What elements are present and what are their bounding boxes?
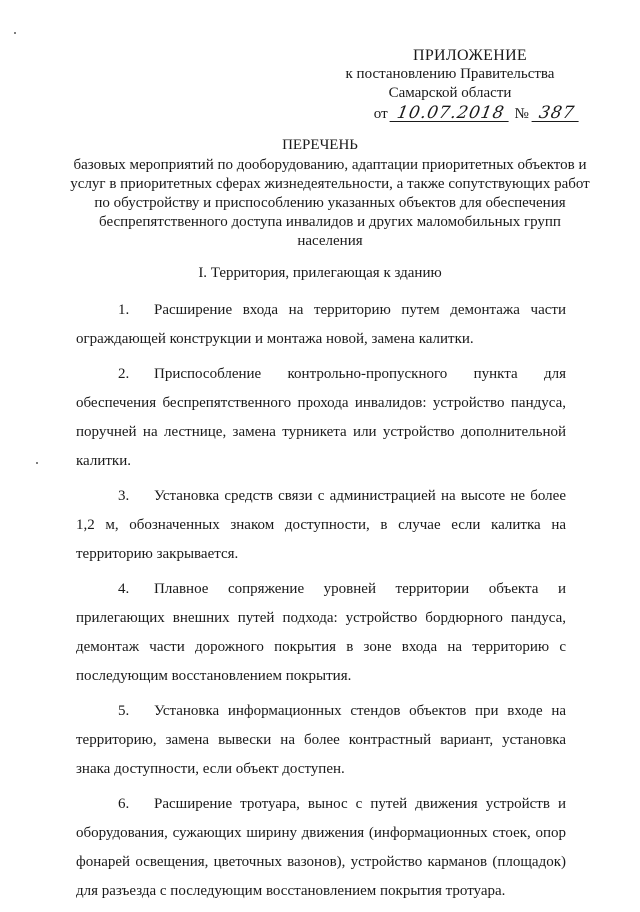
appendix-block xyxy=(320,46,580,124)
section-title: I. Территория, прилегающая к зданию xyxy=(198,265,442,281)
item-text: Приспособление контрольно-пропускного пункта для обеспечения беспрепятственного прохода инвалидов: устройство пандуса, поручней на лестнице, замена турникета или устройство дополнительной калитки. xyxy=(76,366,566,469)
item-text: Расширение входа на территорию путем демонтажа части ограждающей конструкции и монтажа новой, замена калитки. xyxy=(76,302,566,347)
appendix-date-number-row xyxy=(320,105,580,124)
item-number: 6. xyxy=(118,796,130,812)
date-prefix: от xyxy=(373,106,388,122)
list-item xyxy=(76,296,566,354)
item-number: 5. xyxy=(118,703,130,719)
list-item xyxy=(76,360,566,476)
item-text: Установка информационных стендов объектов при входе на территорию, замена вывески на более контрастный вариант, установка знака доступности, если объект доступен. xyxy=(76,703,566,777)
item-text: Плавное сопряжение уровней территории объекта и прилегающих внешних путей подхода: устройство бордюрного пандуса, демонтаж части дорожного покрытия в зоне входа на территорию с последующим восстановлением покрытия. xyxy=(76,581,566,684)
list-item xyxy=(76,697,566,784)
scan-speck xyxy=(36,462,38,464)
item-number: 1. xyxy=(118,302,130,318)
handwritten-number: 387 xyxy=(531,105,581,122)
list-item xyxy=(76,482,566,569)
appendix-line-2: Самарской области xyxy=(388,85,512,101)
item-number: 4. xyxy=(118,581,130,597)
scan-speck xyxy=(14,32,16,34)
measures-list xyxy=(76,296,566,912)
item-number: 2. xyxy=(118,366,130,382)
appendix-title: ПРИЛОЖЕНИЕ xyxy=(412,47,527,64)
handwritten-date: 10.07.2018 xyxy=(390,105,512,122)
item-text: Расширение тротуара, вынос с путей движения устройств и оборудования, сужающих ширину движения (информационных стоек, опор фонарей освещения, цветочных вазонов), устройство карманов (площадок) для разъезда с последующим восстановлением покрытия тротуара. xyxy=(76,796,566,899)
number-prefix: № xyxy=(514,106,529,122)
item-number: 3. xyxy=(118,488,130,504)
document-subheading: базовых мероприятий по дооборудованию, адаптации приоритетных объектов и услуг в приоритетных сферах жизнедеятельности, а также сопутствующих работ по обустройству и приспособлению указанных объектов для обеспечения беспрепятственного доступа инвалидов и других маломобильных групп населения xyxy=(70,157,590,249)
appendix-line-1: к постановлению Правительства xyxy=(345,66,555,82)
document-heading: ПЕРЕЧЕНЬ xyxy=(282,137,358,153)
list-item xyxy=(76,575,566,691)
list-item xyxy=(76,790,566,906)
item-text: Установка средств связи с администрацией на высоте не более 1,2 м, обозначенных знаком доступности, в случае если калитка на территорию закрывается. xyxy=(76,488,566,562)
